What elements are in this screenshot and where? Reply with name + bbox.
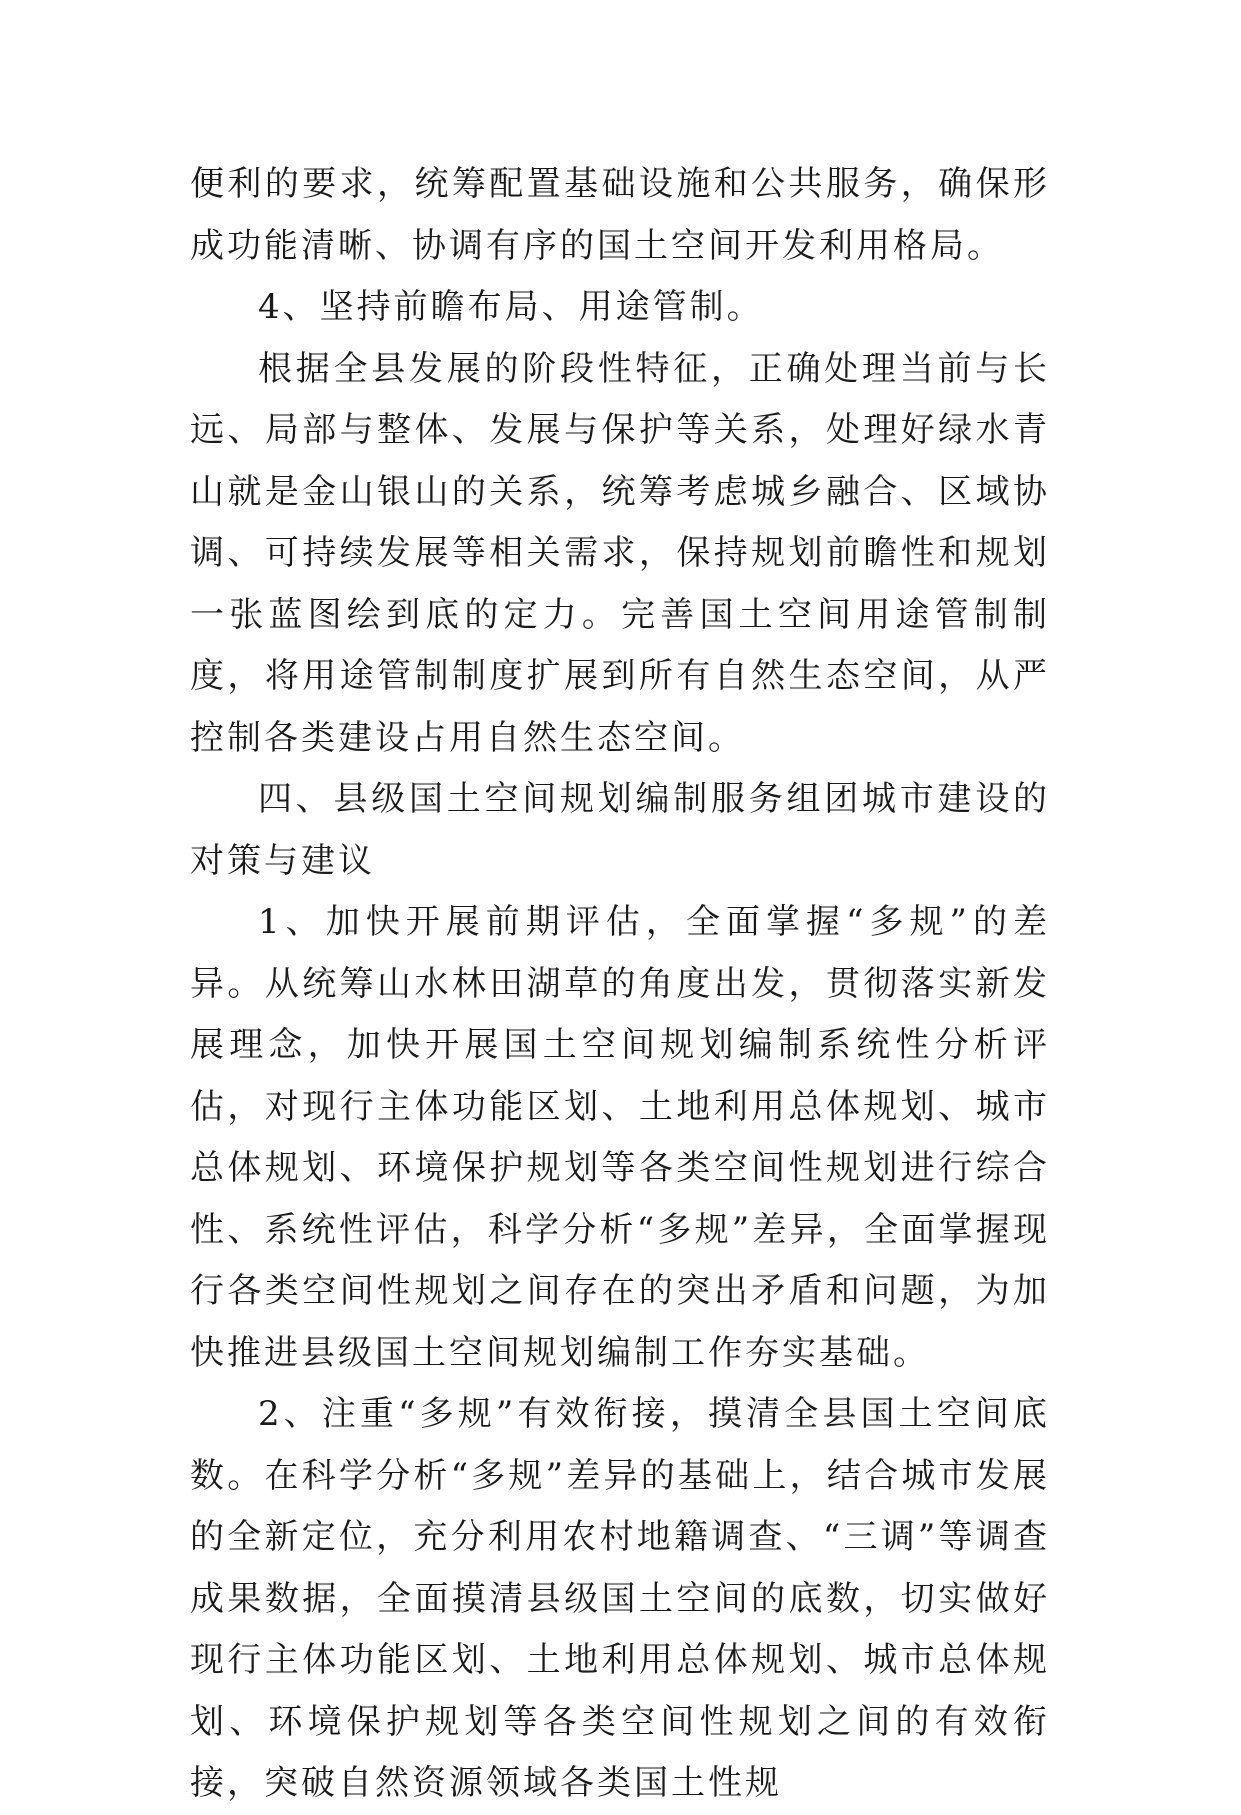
paragraph-suggestion-1: 1、加快开展前期评估，全面掌握“多规”的差异。从统筹山水林田湖草的角度出发，贯彻落实新发展理念，加快开展国土空间规划编制系统性分析评估，对现行主体功能区划、土地利用总体规划、城市总体规划、环境保护规划等各类空间性规划进行综合性、系统性评估，科学分析“多规”差异，全面掌握现行各类空间性规划之间存在的突出矛盾和问题，为加快推进县级国土空间规划编制工作夯实基础。	[190, 902, 1050, 1373]
document-body	[190, 154, 1050, 1815]
paragraph-continuation: 便利的要求，统筹配置基础设施和公共服务，确保形成功能清晰、协调有序的国土空间开发利用格局。	[190, 164, 1050, 266]
paragraph-principle-4: 4、坚持前瞻布局、用途管制。	[258, 287, 764, 327]
section-heading-4: 四、县级国土空间规划编制服务组团城市建设的对策与建议	[190, 779, 1050, 881]
paragraph-suggestion-2: 2、注重“多规”有效衔接，摸清全县国土空间底数。在科学分析“多规”差异的基础上，结合城市发展的全新定位，充分利用农村地籍调查、“三调”等调查成果数据，全面摸清县级国土空间的底数，切实做好现行主体功能区划、土地利用总体规划、城市总体规划、环境保护规划等各类空间性规划之间的有效衔接，突破自然资源领域各类国土性规	[190, 1394, 1050, 1803]
paragraph-principle-4-body: 根据全县发展的阶段性特征，正确处理当前与长远、局部与整体、发展与保护等关系，处理好绿水青山就是金山银山的关系，统筹考虑城乡融合、区域协调、可持续发展等相关需求，保持规划前瞻性和规划一张蓝图绘到底的定力。完善国土空间用途管制制度，将用途管制制度扩展到所有自然生态空间，从严控制各类建设占用自然生态空间。	[190, 348, 1050, 758]
